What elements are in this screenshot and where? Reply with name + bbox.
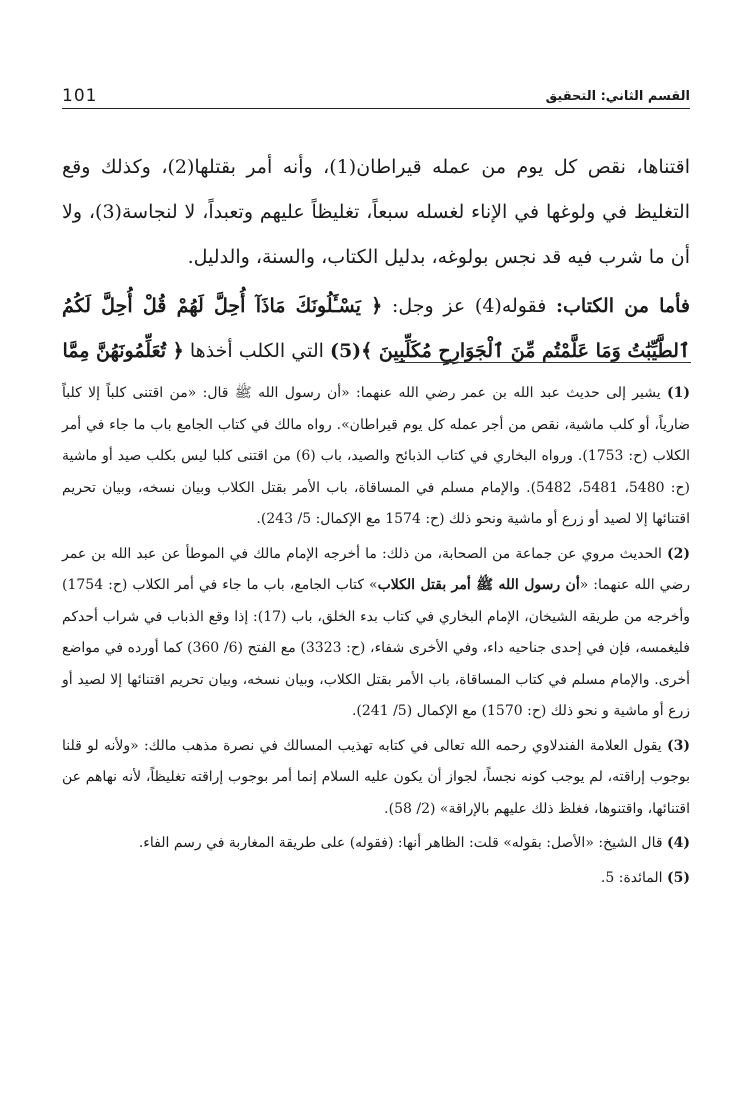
page-header: [62, 86, 690, 109]
paragraph-text: التي الكلب أخذها: [189, 340, 324, 362]
footnote-number: (2): [667, 545, 690, 562]
footnote: [62, 828, 690, 860]
footnote: [62, 863, 690, 895]
footnote: [62, 731, 690, 826]
footnote-text: يقول العلامة الفندلاوي رحمه الله تعالى في كتابه تهذيب المسالك في نصرة مذهب مالك: «ولأنه لو قلنا بوجوب إراقته، لم يوجب كونه نجساً، لجواز أن يكون عليه السلام إنما أمر بوجوب إراقته تغليظاً، لأنه نهاهم عن اقتنائها، واقتنوها، فغلظ ذلك عليهم بالإراقة» (2/ 58).: [62, 737, 690, 817]
footnotes: [62, 378, 690, 897]
page-number: 101: [62, 86, 98, 106]
footnote-text: الحديث مروي عن جماعة من الصحابة، من ذلك: ما أخرجه الإمام مالك في الموطأ عن عبد الله بن عمر رضي الله عنهما: «: [62, 545, 691, 593]
footnote: [62, 539, 690, 728]
paragraph-text: فقوله(4) عز وجل:: [391, 295, 547, 317]
main-text: [62, 145, 690, 374]
footnote-number: (5): [667, 869, 690, 886]
footnote-number: (1): [667, 385, 691, 401]
main-paragraph-quran: [62, 284, 690, 374]
footnote-text: » كتاب الجامع، باب ما جاء في أمر الكلاب (ح: 1754) وأخرجه من طريقه الشيخان، الإمام البخاري في كتاب بدء الخلق، باب (17): إذا وقع الذباب في شراب أحدكم فليغمسه، فإن في إحدى جناحيه داء، وفي الأخرى شفاء، (ح: 3323) مع الفتح (6/ 360) كما أورده في مواضع أخرى. والإمام مسلم في كتاب المساقاة، باب الأمر بقتل الكلاب، وبيان نسخه، وبيان تحريم اقتنائها إلا لصيد أو زرع أو ماشية و نحو ذلك (ح: 1570) مع الإكمال (5/ 241).: [62, 577, 691, 719]
quran-verse: ﴿ يَسْـَٔلُونَكَ مَاذَآ أُحِلَّ لَهُمْ قُلْ أُحِلَّ لَكُمُ ٱلطَّيِّبَٰتُ وَمَا عَلَّمْتُم مِّنَ ٱلْجَوَارِحِ مُكَلِّبِينَ ﴾(5): [62, 295, 690, 362]
main-paragraph: اقتناها، نقص كل يوم من عمله قيراطان(1)، وأنه أمر بقتلها(2)، وكذلك وقع التغليظ في ولوغها في الإناء لغسله سبعاً، تغليظاً عليهم وتعبداً، لا لنجاسة(3)، ولا أن ما شرب فيه قد نجس بولوغه، بدليل الكتاب، والسنة، والدليل.: [62, 156, 690, 268]
running-head: القسم الثاني: التحقيق: [545, 89, 690, 104]
footnote-text: قال الشيخ: «الأصل: بقوله» قلت: الظاهر أنها: (فقوله) على طريقة المغاربة في رسم الفاء.: [138, 835, 663, 851]
footnote-hadith-quote: أن رسول الله ﷺ أمر بقتل الكلاب: [377, 577, 580, 593]
footnote-number: (4): [667, 835, 690, 851]
footnote-text: يشير إلى حديث عبد الله بن عمر رضي الله عنهما: «أن رسول الله ﷺ قال: «من اقتنى كلباً إلا كلباً ضارياً، أو كلب ماشية، نقص من أجر عمله كل يوم قيراطان». رواه مالك في كتاب الجامع باب ما جاء في أمر الكلاب (ح: 1753). ورواه البخاري في كتاب الذبائح والصيد، باب (6) من اقتنى كلبا ليس بكلب صيد أو ماشية (ح: 5480، 5481، 5482). والإمام مسلم في المساقاة، باب الأمر بقتل الكلاب وبيان نسخه، وبيان تحريم اقتنائها إلا لصيد أو زرع أو ماشية ونحو ذلك (ح: 1574 مع الإكمال: 5/ 243).: [62, 385, 691, 527]
paragraph-lead: فأما من الكتاب:: [556, 295, 690, 317]
footnote-number: (3): [667, 737, 691, 754]
footnote-separator: [395, 362, 691, 363]
quran-verse-continued: ﴿ تُعَلِّمُونَهُنَّ مِمَّا: [62, 340, 184, 362]
footnote: [62, 378, 690, 536]
footnote-text: المائدة: 5.: [600, 869, 663, 886]
